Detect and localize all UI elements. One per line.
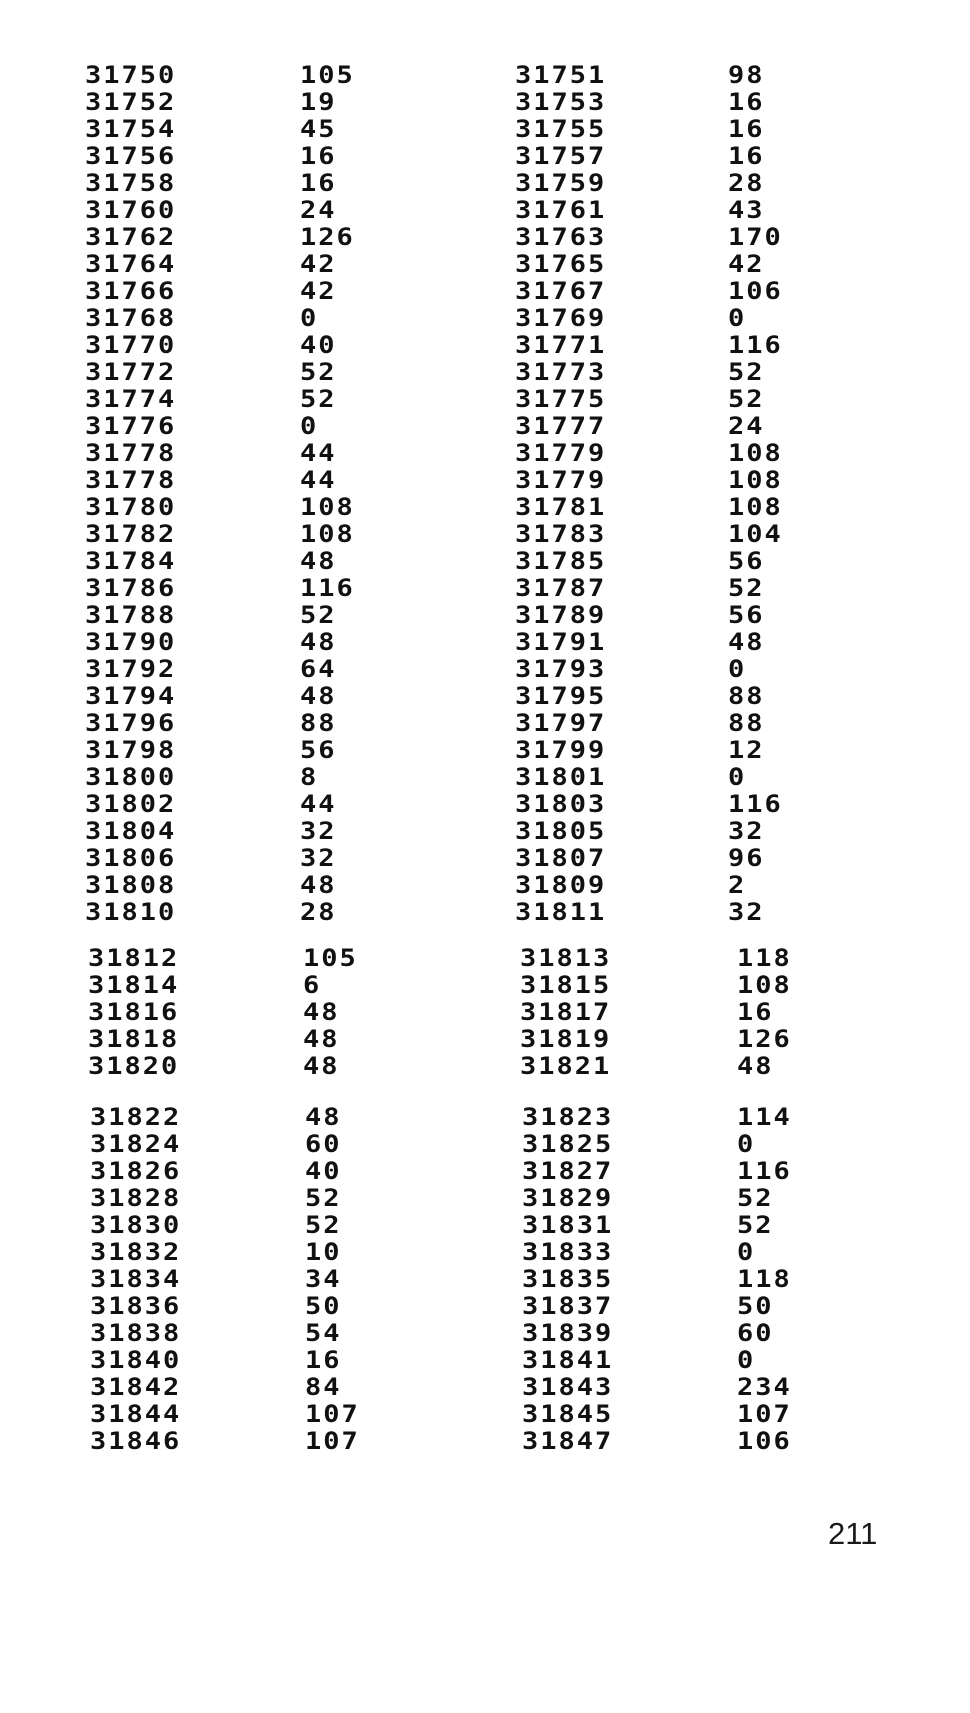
value-cell: 44 [300,466,337,495]
table-row [0,1401,970,1428]
value-cell: 48 [300,682,337,711]
value-cell: 88 [728,682,765,711]
value-cell: 52 [728,385,765,414]
table-row [0,89,970,116]
address-cell: 31840 [90,1346,182,1375]
value-cell: 48 [728,628,765,657]
value-cell: 234 [737,1373,792,1402]
address-cell: 31754 [85,115,177,144]
table-row [0,1185,970,1212]
value-cell: 16 [728,142,765,171]
address-cell: 31828 [90,1184,182,1213]
address-cell: 31791 [515,628,607,657]
address-cell: 31779 [515,466,607,495]
value-cell: 0 [737,1238,756,1267]
address-cell: 31792 [85,655,177,684]
address-cell: 31832 [90,1238,182,1267]
address-cell: 31839 [522,1319,614,1348]
table-row [0,1212,970,1239]
address-cell: 31764 [85,250,177,279]
value-cell: 52 [728,574,765,603]
address-cell: 31844 [90,1400,182,1429]
address-cell: 31837 [522,1292,614,1321]
value-cell: 0 [300,412,319,441]
address-cell: 31773 [515,358,607,387]
table-row [0,251,970,278]
value-cell: 2 [728,871,747,900]
value-cell: 52 [305,1184,342,1213]
address-cell: 31841 [522,1346,614,1375]
address-cell: 31769 [515,304,607,333]
value-cell: 116 [728,790,783,819]
value-cell: 108 [728,439,783,468]
table-row [0,116,970,143]
value-cell: 16 [300,169,337,198]
address-cell: 31802 [85,790,177,819]
value-cell: 48 [300,628,337,657]
table-row [0,1104,970,1131]
value-cell: 48 [300,547,337,576]
value-cell: 48 [303,1025,340,1054]
value-cell: 0 [300,304,319,333]
value-cell: 16 [305,1346,342,1375]
value-cell: 126 [300,223,355,252]
address-cell: 31803 [515,790,607,819]
table-row [0,170,970,197]
address-cell: 31778 [85,466,177,495]
value-cell: 42 [300,277,337,306]
value-cell: 48 [303,998,340,1027]
value-cell: 32 [728,817,765,846]
address-cell: 31752 [85,88,177,117]
value-cell: 52 [728,358,765,387]
address-cell: 31814 [88,971,180,1000]
table-row [0,1293,970,1320]
address-cell: 31846 [90,1427,182,1456]
value-cell: 28 [728,169,765,198]
value-cell: 106 [737,1427,792,1456]
value-cell: 52 [300,601,337,630]
address-cell: 31808 [85,871,177,900]
table-row [0,413,970,440]
table-row [0,305,970,332]
value-cell: 0 [737,1346,756,1375]
table-row [0,1374,970,1401]
address-cell: 31787 [515,574,607,603]
table-row [0,332,970,359]
value-cell: 98 [728,61,765,90]
address-cell: 31805 [515,817,607,846]
address-cell: 31788 [85,601,177,630]
address-cell: 31835 [522,1265,614,1294]
value-cell: 43 [728,196,765,225]
table-row [0,197,970,224]
address-cell: 31804 [85,817,177,846]
address-cell: 31770 [85,331,177,360]
address-cell: 31825 [522,1130,614,1159]
address-cell: 31789 [515,601,607,630]
table-row [0,1026,970,1053]
table-row [0,710,970,737]
table-row [0,1266,970,1293]
table-row [0,467,970,494]
address-cell: 31790 [85,628,177,657]
address-cell: 31756 [85,142,177,171]
address-cell: 31824 [90,1130,182,1159]
address-cell: 31822 [90,1103,182,1132]
address-cell: 31771 [515,331,607,360]
value-cell: 52 [300,358,337,387]
value-cell: 107 [737,1400,792,1429]
value-cell: 16 [728,115,765,144]
value-cell: 108 [737,971,792,1000]
value-cell: 88 [300,709,337,738]
value-cell: 116 [728,331,783,360]
address-cell: 31775 [515,385,607,414]
address-cell: 31766 [85,277,177,306]
table-row [0,818,970,845]
address-cell: 31797 [515,709,607,738]
address-cell: 31786 [85,574,177,603]
address-cell: 31834 [90,1265,182,1294]
table-row [0,872,970,899]
address-cell: 31758 [85,169,177,198]
value-cell: 8 [300,763,319,792]
address-cell: 31833 [522,1238,614,1267]
table-row [0,656,970,683]
value-cell: 16 [728,88,765,117]
address-cell: 31800 [85,763,177,792]
table-row [0,521,970,548]
value-cell: 105 [303,944,358,973]
address-cell: 31817 [520,998,612,1027]
value-cell: 0 [737,1130,756,1159]
value-cell: 48 [303,1052,340,1081]
address-cell: 31818 [88,1025,180,1054]
address-cell: 31782 [85,520,177,549]
address-cell: 31801 [515,763,607,792]
address-cell: 31815 [520,971,612,1000]
table-row [0,143,970,170]
address-cell: 31776 [85,412,177,441]
value-cell: 0 [728,304,747,333]
value-cell: 96 [728,844,765,873]
value-cell: 60 [737,1319,774,1348]
value-cell: 88 [728,709,765,738]
value-cell: 24 [300,196,337,225]
address-cell: 31774 [85,385,177,414]
value-cell: 56 [300,736,337,765]
value-cell: 52 [737,1184,774,1213]
table-row [0,999,970,1026]
value-cell: 52 [305,1211,342,1240]
value-cell: 52 [737,1211,774,1240]
address-cell: 31796 [85,709,177,738]
table-row [0,1239,970,1266]
table-row [0,845,970,872]
address-cell: 31762 [85,223,177,252]
value-cell: 108 [728,466,783,495]
address-cell: 31842 [90,1373,182,1402]
value-cell: 24 [728,412,765,441]
value-cell: 54 [305,1319,342,1348]
value-cell: 60 [305,1130,342,1159]
table-row [0,359,970,386]
value-cell: 116 [300,574,355,603]
address-cell: 31819 [520,1025,612,1054]
value-cell: 19 [300,88,337,117]
value-cell: 107 [305,1400,360,1429]
address-cell: 31777 [515,412,607,441]
value-cell: 40 [305,1157,342,1186]
table-row [0,899,970,926]
table-row [0,548,970,575]
address-cell: 31783 [515,520,607,549]
address-cell: 31781 [515,493,607,522]
address-cell: 31831 [522,1211,614,1240]
value-cell: 107 [305,1427,360,1456]
table-row [0,440,970,467]
address-cell: 31811 [515,898,607,927]
address-cell: 31779 [515,439,607,468]
value-cell: 106 [728,277,783,306]
address-cell: 31755 [515,115,607,144]
value-cell: 108 [300,493,355,522]
table-row [0,494,970,521]
address-cell: 31838 [90,1319,182,1348]
table-row [0,629,970,656]
value-cell: 48 [737,1052,774,1081]
address-cell: 31751 [515,61,607,90]
address-cell: 31753 [515,88,607,117]
value-cell: 44 [300,790,337,819]
value-cell: 108 [728,493,783,522]
address-cell: 31793 [515,655,607,684]
value-cell: 64 [300,655,337,684]
address-cell: 31829 [522,1184,614,1213]
table-row [0,1131,970,1158]
table-row [0,386,970,413]
value-cell: 10 [305,1238,342,1267]
value-cell: 48 [305,1103,342,1132]
table-row [0,575,970,602]
table-row [0,278,970,305]
table-row [0,764,970,791]
value-cell: 108 [300,520,355,549]
value-cell: 6 [303,971,322,1000]
value-cell: 104 [728,520,783,549]
table-row [0,1053,970,1080]
value-cell: 12 [728,736,765,765]
table-row [0,945,970,972]
value-cell: 16 [300,142,337,171]
table-row [0,1320,970,1347]
value-cell: 42 [300,250,337,279]
value-cell: 42 [728,250,765,279]
value-cell: 56 [728,547,765,576]
value-cell: 44 [300,439,337,468]
value-cell: 0 [728,763,747,792]
table-row [0,1428,970,1455]
address-cell: 31794 [85,682,177,711]
address-cell: 31806 [85,844,177,873]
address-cell: 31816 [88,998,180,1027]
address-cell: 31778 [85,439,177,468]
value-cell: 170 [728,223,783,252]
value-cell: 84 [305,1373,342,1402]
value-cell: 118 [737,944,792,973]
address-cell: 31830 [90,1211,182,1240]
value-cell: 0 [728,655,747,684]
value-cell: 32 [728,898,765,927]
address-cell: 31821 [520,1052,612,1081]
table-row [0,791,970,818]
value-cell: 116 [737,1157,792,1186]
table-row [0,737,970,764]
address-cell: 31767 [515,277,607,306]
value-cell: 50 [737,1292,774,1321]
address-cell: 31845 [522,1400,614,1429]
address-cell: 31759 [515,169,607,198]
address-cell: 31785 [515,547,607,576]
value-cell: 16 [737,998,774,1027]
address-cell: 31798 [85,736,177,765]
address-cell: 31827 [522,1157,614,1186]
value-cell: 105 [300,61,355,90]
address-cell: 31761 [515,196,607,225]
address-cell: 31807 [515,844,607,873]
table-row [0,972,970,999]
address-cell: 31847 [522,1427,614,1456]
address-cell: 31823 [522,1103,614,1132]
address-cell: 31809 [515,871,607,900]
value-cell: 114 [737,1103,792,1132]
table-row [0,62,970,89]
value-cell: 50 [305,1292,342,1321]
value-cell: 40 [300,331,337,360]
value-cell: 56 [728,601,765,630]
address-cell: 31765 [515,250,607,279]
table-row [0,683,970,710]
address-cell: 31810 [85,898,177,927]
address-cell: 31812 [88,944,180,973]
address-cell: 31784 [85,547,177,576]
address-cell: 31836 [90,1292,182,1321]
value-cell: 32 [300,817,337,846]
value-cell: 45 [300,115,337,144]
value-cell: 34 [305,1265,342,1294]
value-cell: 52 [300,385,337,414]
address-cell: 31826 [90,1157,182,1186]
address-cell: 31760 [85,196,177,225]
address-cell: 31763 [515,223,607,252]
address-cell: 31799 [515,736,607,765]
address-cell: 31757 [515,142,607,171]
table-row [0,1347,970,1374]
value-cell: 28 [300,898,337,927]
page-number: 211 [828,1516,878,1551]
address-cell: 31843 [522,1373,614,1402]
table-row [0,1158,970,1185]
address-cell: 31813 [520,944,612,973]
address-cell: 31750 [85,61,177,90]
value-cell: 126 [737,1025,792,1054]
address-cell: 31780 [85,493,177,522]
address-cell: 31772 [85,358,177,387]
value-cell: 32 [300,844,337,873]
table-row [0,224,970,251]
address-cell: 31795 [515,682,607,711]
table-row [0,602,970,629]
value-cell: 118 [737,1265,792,1294]
address-cell: 31768 [85,304,177,333]
value-cell: 48 [300,871,337,900]
address-cell: 31820 [88,1052,180,1081]
